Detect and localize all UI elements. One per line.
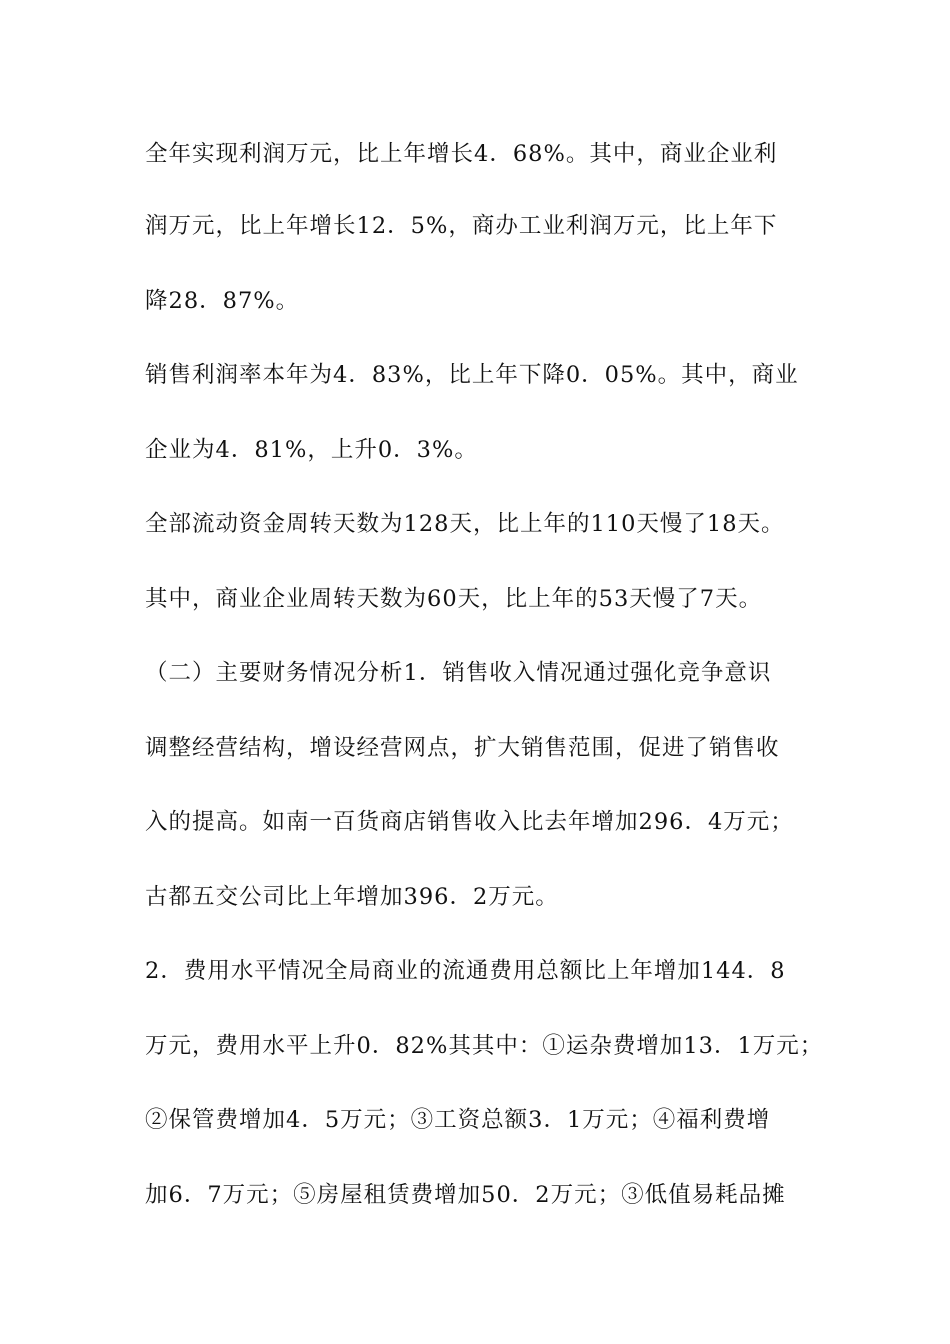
text-line: 古都五交公司比上年增加396．2万元。 bbox=[145, 884, 559, 910]
text-line: 入的提高。如南一百货商店销售收入比去年增加296．4万元； bbox=[145, 809, 794, 835]
text-line: 其中，商业企业周转天数为60天，比上年的53天慢了7天。 bbox=[145, 586, 763, 612]
text-line: 2．费用水平情况全局商业的流通费用总额比上年增加144．8 bbox=[145, 958, 786, 984]
text-line: 加6．7万元；⑤房屋租赁费增加50．2万元；③低值易耗品摊 bbox=[145, 1182, 786, 1208]
text-line: （二）主要财务情况分析1．销售收入情况通过强化竞争意识 bbox=[145, 660, 772, 686]
text-line: 润万元，比上年增长12．5%，商办工业利润万元，比上年下 bbox=[145, 213, 778, 239]
text-line: 全年实现利润万元，比上年增长4．68%。其中，商业企业利 bbox=[145, 141, 778, 167]
text-line: 销售利润率本年为4．83%，比上年下降0．05%。其中，商业 bbox=[145, 362, 799, 388]
text-line: 调整经营结构，增设经营网点，扩大销售范围，促进了销售收 bbox=[145, 735, 780, 761]
text-line: 降28．87%。 bbox=[145, 288, 300, 314]
text-line: 万元，费用水平上升0．82%其其中：①运杂费增加13．1万元； bbox=[145, 1033, 824, 1059]
text-line: ②保管费增加4．5万元；③工资总额3．1万元；④福利费增 bbox=[145, 1107, 771, 1133]
text-line: 全部流动资金周转天数为128天，比上年的110天慢了18天。 bbox=[145, 511, 785, 537]
text-line: 企业为4．81%，上升0．3%。 bbox=[145, 437, 478, 463]
